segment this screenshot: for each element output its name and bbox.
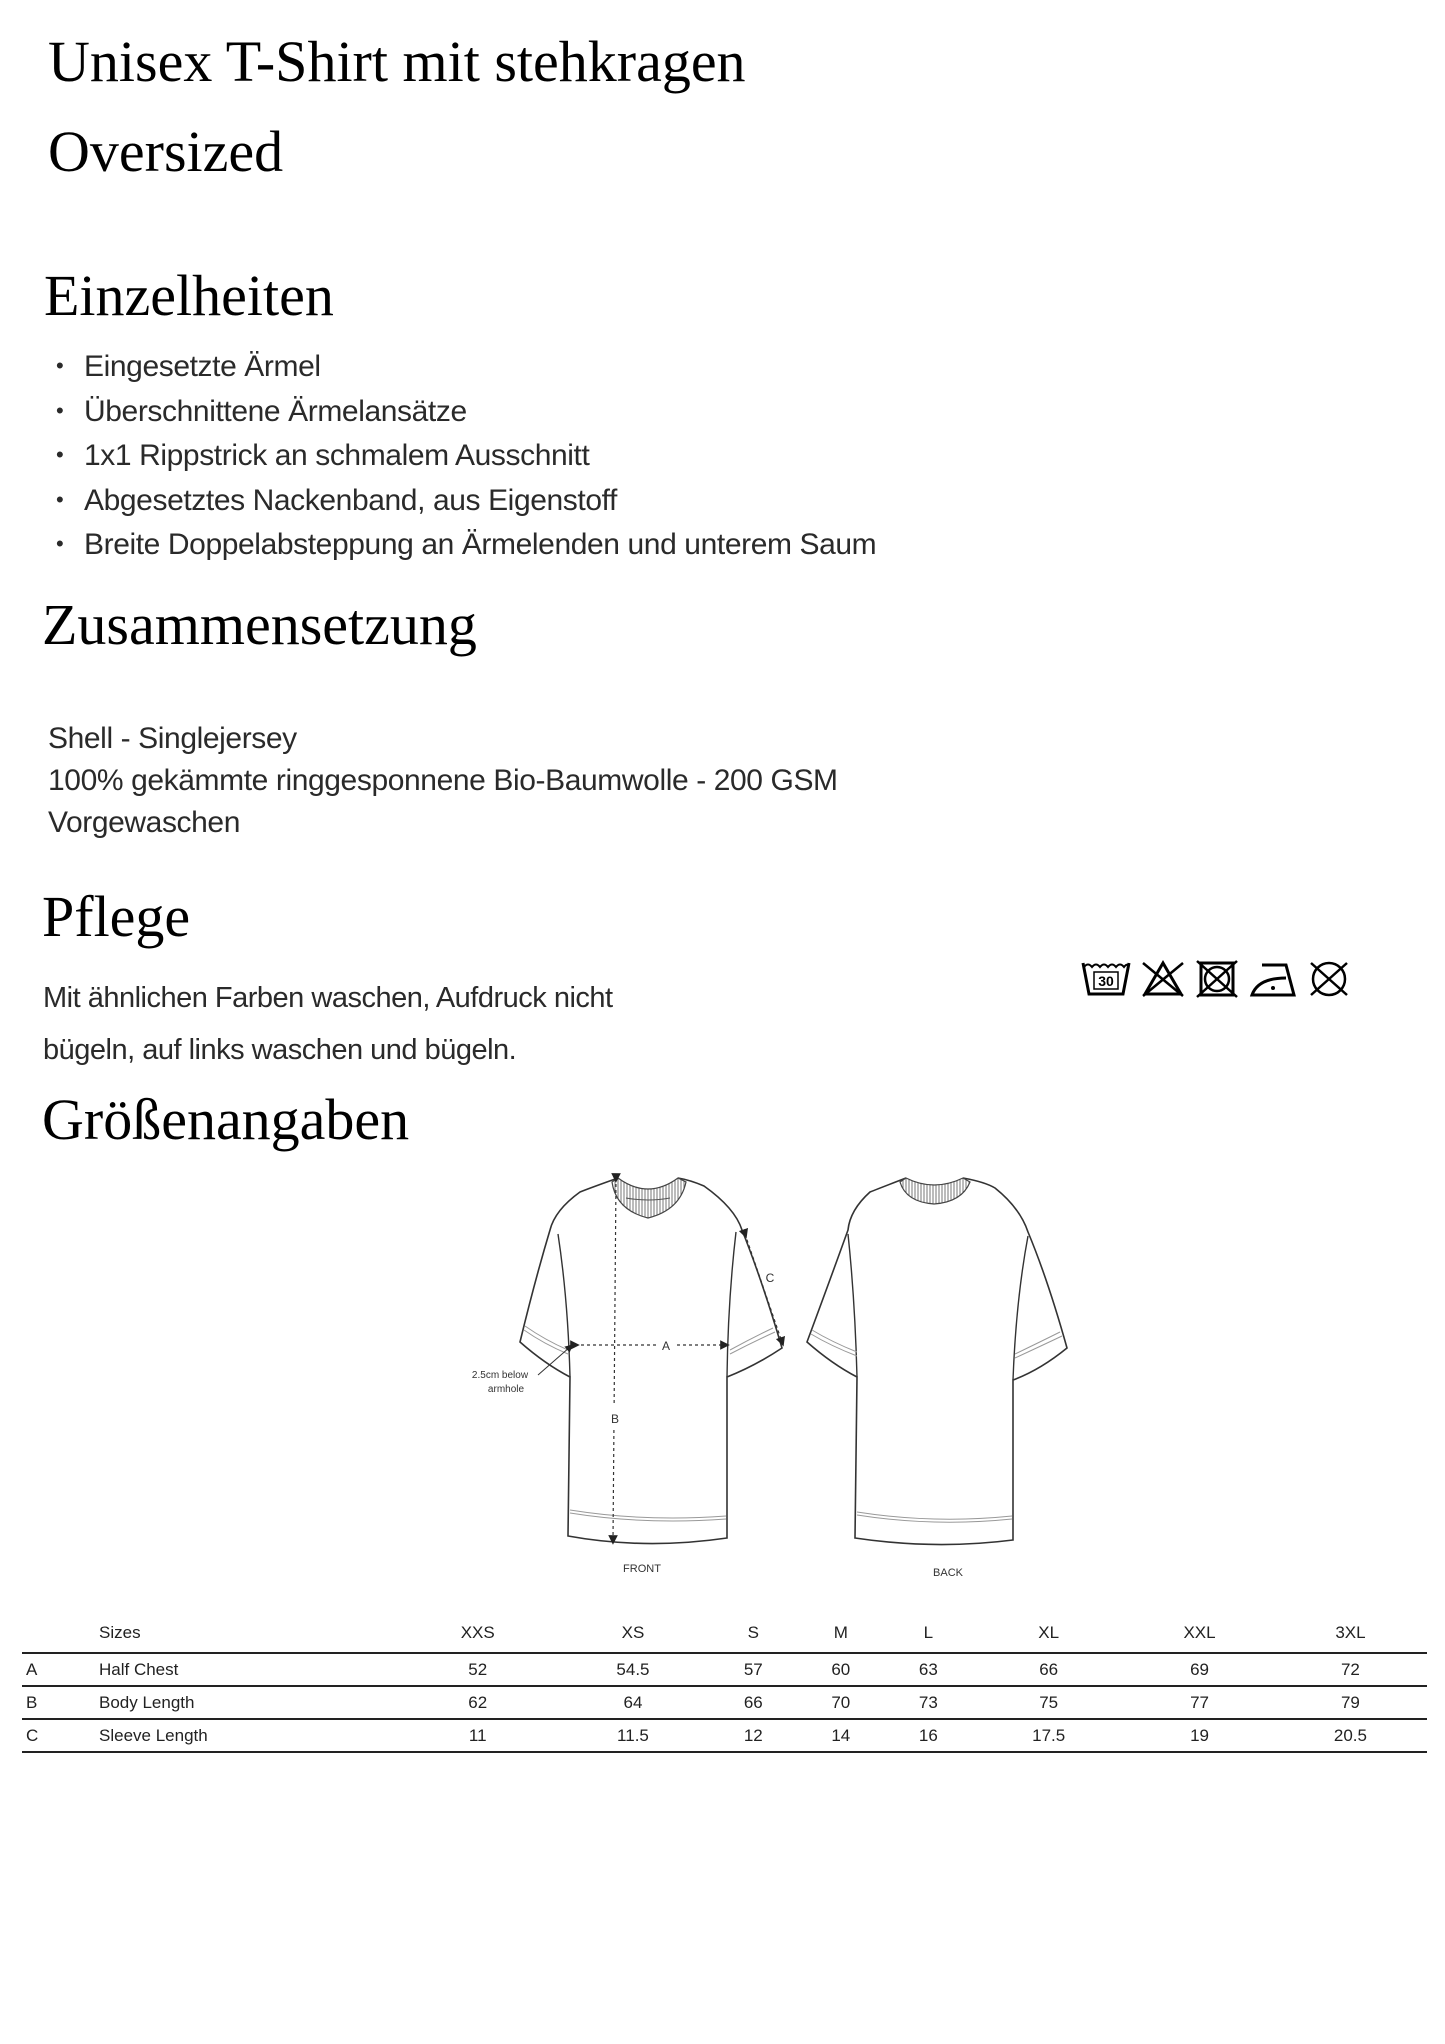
- table-cell: 70: [797, 1686, 885, 1719]
- details-item: • Eingesetzte Ärmel: [56, 344, 876, 389]
- details-list: [56, 344, 876, 567]
- front-label: FRONT: [623, 1563, 661, 1575]
- table-row: [22, 1653, 1427, 1686]
- bullet-icon: •: [56, 397, 64, 423]
- table-cell: 11.5: [556, 1719, 709, 1752]
- details-item: • Abgesetztes Nackenband, aus Eigenstoff: [56, 478, 876, 523]
- do-not-dry-clean-icon: [1306, 958, 1352, 1000]
- table-cell: 20.5: [1274, 1719, 1427, 1752]
- table-cell: 63: [885, 1653, 973, 1686]
- table-cell: 11: [399, 1719, 556, 1752]
- size-col-header: XXS: [399, 1614, 556, 1653]
- measure-label: Sleeve Length: [99, 1719, 399, 1752]
- table-cell: 16: [885, 1719, 973, 1752]
- details-heading: Einzelheiten: [44, 263, 334, 328]
- bullet-icon: •: [56, 442, 64, 467]
- measure-label: Half Chest: [99, 1653, 399, 1686]
- measure-code: A: [22, 1653, 99, 1686]
- table-cell: 14: [797, 1719, 885, 1752]
- table-cell: 52: [399, 1653, 556, 1686]
- bullet-icon: •: [56, 486, 64, 512]
- svg-text:B: B: [610, 1412, 620, 1426]
- table-cell: 12: [710, 1719, 798, 1752]
- svg-text:A: A: [661, 1339, 671, 1353]
- size-col-header: 3XL: [1274, 1614, 1427, 1653]
- size-table-header: [22, 1614, 1427, 1653]
- back-view: [807, 1178, 1067, 1579]
- garment-drawing: [440, 1170, 1100, 1610]
- svg-text:C: C: [765, 1271, 775, 1285]
- front-view: [472, 1178, 782, 1575]
- details-item: • Breite Doppelabsteppung an Ärmelenden und unterem Saum: [56, 522, 876, 567]
- table-cell: 17.5: [972, 1719, 1125, 1752]
- table-cell: 57: [710, 1653, 798, 1686]
- do-not-tumble-dry-icon: [1194, 958, 1240, 1000]
- table-row: [22, 1686, 1427, 1719]
- table-cell: 66: [710, 1686, 798, 1719]
- size-col-header: XL: [972, 1614, 1125, 1653]
- care-text: [43, 972, 613, 1076]
- table-cell: 69: [1125, 1653, 1274, 1686]
- table-cell: 77: [1125, 1686, 1274, 1719]
- table-cell: 62: [399, 1686, 556, 1719]
- care-line: Mit ähnlichen Farben waschen, Aufdruck nicht: [43, 982, 613, 1014]
- composition-line: Shell - Singlejersey: [48, 722, 297, 755]
- wash-30-icon: [1080, 958, 1132, 1000]
- size-col-header: L: [885, 1614, 973, 1653]
- do-not-bleach-icon: [1140, 958, 1186, 1000]
- table-cell: 79: [1274, 1686, 1427, 1719]
- care-line: bügeln, auf links waschen und bügeln.: [43, 1034, 517, 1066]
- size-col-header: XXL: [1125, 1614, 1274, 1653]
- svg-text:armhole: armhole: [487, 1384, 525, 1395]
- table-cell: 64: [556, 1686, 709, 1719]
- measure-code: B: [22, 1686, 99, 1719]
- composition-heading: Zusammensetzung: [42, 592, 477, 657]
- product-subtitle: Oversized: [48, 119, 284, 184]
- table-cell: 54.5: [556, 1653, 709, 1686]
- bullet-icon: •: [56, 531, 64, 556]
- table-cell: 66: [972, 1653, 1125, 1686]
- table-row: [22, 1719, 1427, 1752]
- size-col-header: S: [710, 1614, 798, 1653]
- composition-line: Vorgewaschen: [48, 806, 241, 839]
- size-col-header: M: [797, 1614, 885, 1653]
- care-symbols: [1080, 958, 1352, 1000]
- composition-text: [48, 718, 838, 844]
- svg-text:30: 30: [1098, 973, 1114, 989]
- product-title: Unisex T-Shirt mit stehkragen: [48, 29, 746, 94]
- size-table: [22, 1614, 1427, 1753]
- sizing-heading: Größenangaben: [42, 1087, 410, 1152]
- sizes-header-label: Sizes: [99, 1614, 399, 1653]
- iron-low-icon: [1248, 958, 1298, 1000]
- details-item: • Überschnittene Ärmelansätze: [56, 389, 876, 434]
- table-cell: 72: [1274, 1653, 1427, 1686]
- table-cell: 75: [972, 1686, 1125, 1719]
- details-item: • 1x1 Rippstrick an schmalem Ausschnitt: [56, 433, 876, 478]
- bullet-icon: •: [56, 353, 64, 378]
- composition-line: 100% gekämmte ringgesponnene Bio-Baumwolle - 200 GSM: [48, 764, 838, 797]
- table-cell: 19: [1125, 1719, 1274, 1752]
- table-cell: 73: [885, 1686, 973, 1719]
- size-col-header: XS: [556, 1614, 709, 1653]
- care-heading: Pflege: [42, 884, 191, 949]
- measure-label: Body Length: [99, 1686, 399, 1719]
- measure-code: C: [22, 1719, 99, 1752]
- svg-text:2.5cm below: 2.5cm below: [471, 1370, 529, 1381]
- table-cell: 60: [797, 1653, 885, 1686]
- back-label: BACK: [933, 1567, 963, 1579]
